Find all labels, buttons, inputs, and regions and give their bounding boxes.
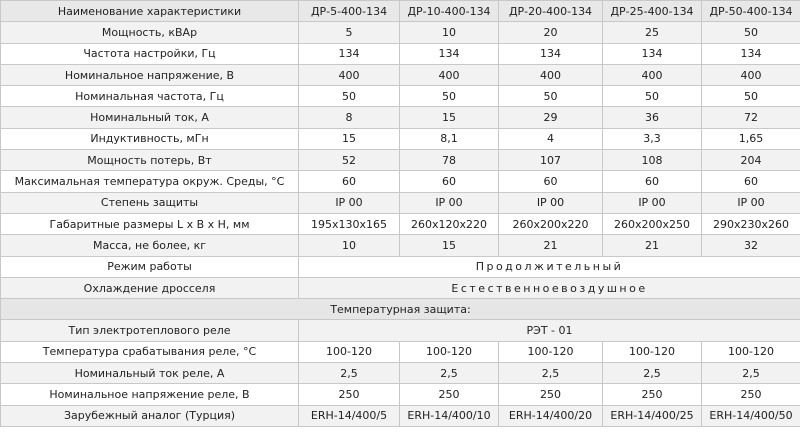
cell-value: 290х230х260 [702,213,800,234]
cell-value: 8,1 [400,128,499,149]
cell-value: 50 [499,86,603,107]
cell-value: 15 [400,235,499,256]
table-row [1,192,800,213]
row-label: Режим работы [1,256,299,277]
cell-value: 36 [603,107,702,128]
cell-value: 60 [299,171,400,192]
cell-value: IP 00 [603,192,702,213]
row-label: Степень защиты [1,192,299,213]
table-row [1,22,800,43]
cell-value: 60 [499,171,603,192]
cell-value: ERH-14/400/20 [499,405,603,426]
table-row [1,64,800,85]
cell-value: ERH-14/400/5 [299,405,400,426]
cell-value: 60 [400,171,499,192]
cell-value: 4 [499,128,603,149]
row-label: Охлаждение дросселя [1,277,299,298]
row-label: Номинальный ток, А [1,107,299,128]
cell-value: 400 [400,64,499,85]
cell-value: 72 [702,107,800,128]
cell-value: 52 [299,150,400,171]
row-label: Максимальная температура окруж. Среды, °С [1,171,299,192]
row-label: Габаритные размеры L x B x H, мм [1,213,299,234]
cell-value: 400 [702,64,800,85]
cell-value: 10 [400,22,499,43]
work-mode-value: Продолжительный [299,256,800,277]
cell-value: 15 [299,128,400,149]
cell-value: 250 [702,384,800,405]
cell-value: 2,5 [603,363,702,384]
cell-value: 78 [400,150,499,171]
table-row [1,384,800,405]
table-row [1,363,800,384]
cell-value: 204 [702,150,800,171]
table-row [1,128,800,149]
section-header [1,299,800,320]
cell-value: 50 [702,86,800,107]
cell-value: IP 00 [702,192,800,213]
cell-value: 10 [299,235,400,256]
cell-value: 260х200х220 [499,213,603,234]
cell-value: 60 [702,171,800,192]
cell-value: 107 [499,150,603,171]
cell-value: 100-120 [702,341,800,362]
cell-value: 2,5 [499,363,603,384]
cell-value: ERH-14/400/25 [603,405,702,426]
cell-value: 2,5 [299,363,400,384]
row-label: Зарубежный аналог (Турция) [1,405,299,426]
work-mode-row [1,256,800,277]
table-row [1,150,800,171]
thermal-protection-title: Температурная защита: [1,299,800,320]
cell-value: 25 [603,22,702,43]
row-label: Номинальная частота, Гц [1,86,299,107]
row-label: Температура срабатывания реле, °С [1,341,299,362]
cell-value: 50 [400,86,499,107]
cell-value: 250 [499,384,603,405]
cooling-row [1,277,800,298]
cell-value: 50 [702,22,800,43]
row-label: Мощность потерь, Вт [1,150,299,171]
cell-value: 21 [499,235,603,256]
cooling-value: Естественноевоздушное [299,277,800,298]
cell-value: 20 [499,22,603,43]
cell-value: 100-120 [603,341,702,362]
cell-value: IP 00 [400,192,499,213]
cell-value: 134 [299,43,400,64]
table-row [1,341,800,362]
cell-value: ERH-14/400/10 [400,405,499,426]
table-row [1,405,800,426]
cell-value: 8 [299,107,400,128]
header-model: ДР-5-400-134 [299,1,400,22]
cell-value: 5 [299,22,400,43]
cell-value: 400 [499,64,603,85]
cell-value: 32 [702,235,800,256]
row-label: Тип электротеплового реле [1,320,299,341]
table-row [1,107,800,128]
cell-value: 50 [299,86,400,107]
cell-value: 400 [603,64,702,85]
table-row [1,171,800,192]
cell-value: 400 [299,64,400,85]
cell-value: 29 [499,107,603,128]
cell-value: 50 [603,86,702,107]
cell-value: 134 [702,43,800,64]
table-row [1,86,800,107]
row-label: Номинальный ток реле, А [1,363,299,384]
cell-value: 250 [603,384,702,405]
cell-value: 60 [603,171,702,192]
cell-value: 100-120 [499,341,603,362]
cell-value: 260х120х220 [400,213,499,234]
cell-value: 250 [400,384,499,405]
cell-value: 134 [499,43,603,64]
cell-value: 260х200х250 [603,213,702,234]
table-row [1,213,800,234]
row-label: Номинальное напряжение реле, В [1,384,299,405]
cell-value: 100-120 [400,341,499,362]
table-row [1,235,800,256]
cell-value: 134 [603,43,702,64]
row-label: Мощность, кВАр [1,22,299,43]
cell-value: IP 00 [499,192,603,213]
cell-value: 100-120 [299,341,400,362]
row-label: Масса, не более, кг [1,235,299,256]
row-label: Частота настройки, Гц [1,43,299,64]
cell-value: IP 00 [299,192,400,213]
cell-value: 195х130х165 [299,213,400,234]
header-row [1,1,800,22]
header-model: ДР-10-400-134 [400,1,499,22]
header-characteristic: Наименование характеристики [1,1,299,22]
cell-value: 3,3 [603,128,702,149]
cell-value: 108 [603,150,702,171]
cell-value: 2,5 [702,363,800,384]
cell-value: 15 [400,107,499,128]
cell-value: 21 [603,235,702,256]
cell-value: 2,5 [400,363,499,384]
table-row [1,43,800,64]
cell-value: 250 [299,384,400,405]
cell-value: 1,65 [702,128,800,149]
row-label: Номинальное напряжение, В [1,64,299,85]
header-model: ДР-20-400-134 [499,1,603,22]
cell-value: ERH-14/400/50 [702,405,800,426]
relay-type-value: РЭТ - 01 [299,320,800,341]
header-model: ДР-25-400-134 [603,1,702,22]
row-label: Индуктивность, мГн [1,128,299,149]
cell-value: 134 [400,43,499,64]
header-model: ДР-50-400-134 [702,1,800,22]
relay-type-row [1,320,800,341]
